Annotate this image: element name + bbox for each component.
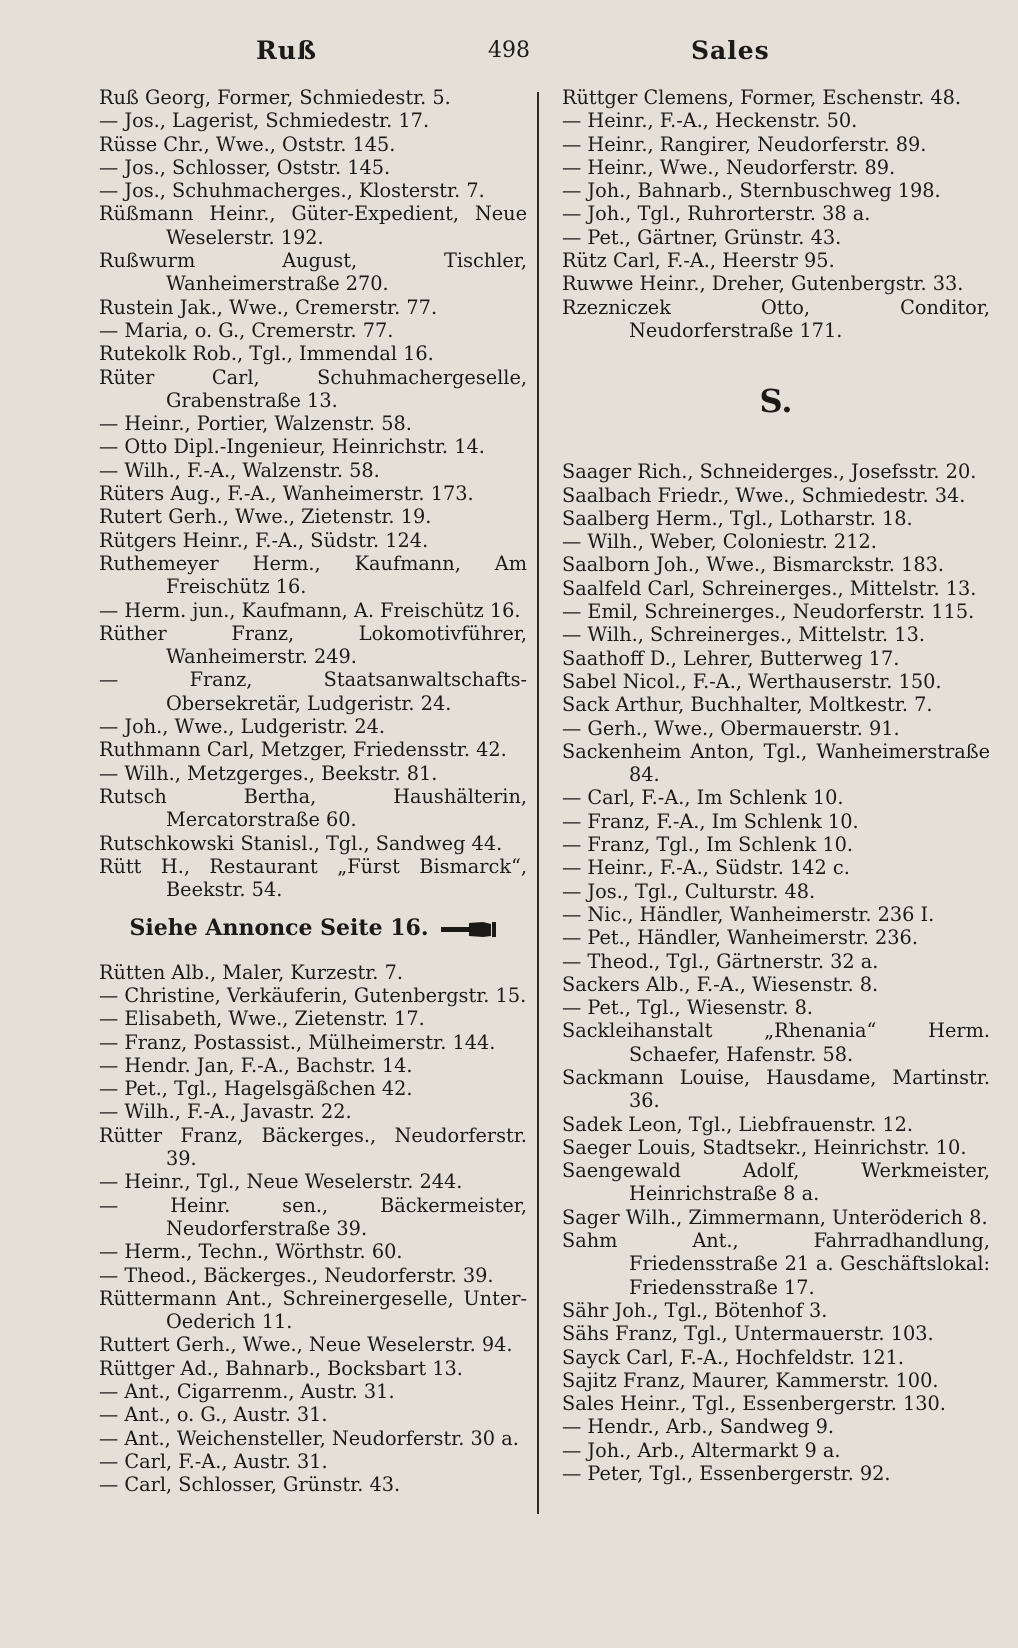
directory-entry: Rutschkowski Stanisl., Tgl., Sandweg 44. (99, 831, 503, 855)
directory-entry: — Otto Dipl.-Ingenieur, Heinrichstr. 14. (99, 435, 485, 459)
directory-entry: — Pet., Gärtner, Grünstr. 43. (562, 225, 842, 249)
directory-entry: Saalfeld Carl, Schreinerges., Mittelstr. 13. (562, 576, 977, 600)
directory-entry: — Heinr., F.-A., Südstr. 142 c. (562, 856, 850, 880)
directory-entry: Saathoff D., Lehrer, Butterweg 17. (562, 646, 900, 670)
directory-entry: — Franz, Staatsanwaltschafts-Obersekretär, Ludgeristr. 24. (99, 668, 527, 715)
directory-entry: Sahm Ant., Fahrradhandlung, Friedensstraße 21 a. Geschäftslokal: Friedensstraße 17. (562, 1229, 990, 1299)
directory-entry: — Wilh., Weber, Coloniestr. 212. (562, 530, 877, 554)
directory-entry: — Heinr. sen., Bäckermeister, Neudorferstraße 39. (99, 1193, 527, 1240)
directory-entry: — Wilh., Metzgerges., Beekstr. 81. (99, 761, 438, 785)
advertisement-notice (99, 917, 527, 940)
directory-entry: — Carl, Schlosser, Grünstr. 43. (99, 1473, 401, 1497)
directory-entry: — Joh., Tgl., Ruhrorterstr. 38 a. (562, 202, 871, 226)
directory-entry: — Jos., Lagerist, Schmiedestr. 17. (99, 109, 430, 133)
directory-entry: Rüttger Clemens, Former, Eschenstr. 48. (562, 86, 962, 109)
directory-entry: — Heinr., Rangirer, Neudorferstr. 89. (562, 132, 927, 156)
directory-entry: — Christine, Verkäuferin, Gutenbergstr. 15. (99, 983, 527, 1007)
directory-entry: Ruwwe Heinr., Dreher, Gutenbergstr. 33. (562, 272, 964, 296)
directory-entry: — Pet., Tgl., Hagelsgäßchen 42. (99, 1077, 413, 1101)
directory-entry: — Nic., Händler, Wanheimerstr. 236 I. (562, 902, 935, 926)
directory-entry: Sajitz Franz, Maurer, Kammerstr. 100. (562, 1368, 939, 1392)
directory-entry: — Ant., Weichensteller, Neudorferstr. 30 a. (99, 1426, 519, 1450)
directory-entry: Sackmann Louise, Hausdame, Martinstr. 36. (562, 1065, 990, 1113)
directory-entry: — Joh., Wwe., Ludgeristr. 24. (99, 715, 386, 739)
page-number: 498 (488, 38, 530, 63)
directory-entry: Rutekolk Rob., Tgl., Immendal 16. (99, 342, 434, 366)
directory-entry: Rutert Gerh., Wwe., Zietenstr. 19. (99, 505, 432, 529)
left-entries-2 (99, 961, 527, 1497)
directory-entry: — Ant., o. G., Austr. 31. (99, 1403, 328, 1427)
directory-entry: Rütten Alb., Maler, Kurzestr. 7. (99, 960, 403, 984)
directory-entry: — Pet., Tgl., Wiesenstr. 8. (562, 996, 813, 1020)
directory-entry: Sales Heinr., Tgl., Essenbergerstr. 130. (562, 1392, 946, 1416)
directory-entry: — Wilh., Schreinerges., Mittelstr. 13. (562, 623, 925, 647)
directory-entry: — Heinr., Portier, Walzenstr. 58. (99, 412, 412, 436)
directory-entry: — Herm., Techn., Wörthstr. 60. (99, 1240, 403, 1264)
page-header (0, 36, 1018, 76)
directory-entry: Saengewald Adolf, Werkmeister, Heinrichstraße 8 a. (562, 1159, 990, 1206)
directory-entry: Sähs Franz, Tgl., Untermauerstr. 103. (562, 1322, 934, 1346)
directory-entry: Sayck Carl, F.-A., Hochfeldstr. 121. (562, 1345, 905, 1369)
directory-entry: Sack Arthur, Buchhalter, Moltkestr. 7. (562, 693, 933, 717)
directory-entry: Sackleihanstalt „Rhenania“ Herm. Schaefer, Hafenstr. 58. (562, 1019, 990, 1066)
directory-entry: — Wilh., F.-A., Javastr. 22. (99, 1100, 352, 1124)
directory-entry: Sager Wilh., Zimmermann, Unteröderich 8. (562, 1205, 988, 1229)
directory-entry: — Franz, Tgl., Im Schlenk 10. (562, 833, 854, 857)
left-entries (99, 86, 527, 901)
directory-entry: Sabel Nicol., F.-A., Werthauserstr. 150. (562, 669, 942, 693)
directory-entry: Saalberg Herm., Tgl., Lotharstr. 18. (562, 506, 913, 530)
column-divider (537, 92, 539, 1514)
directory-entry: Rüters Aug., F.-A., Wanheimerstr. 173. (99, 482, 474, 506)
directory-entry: — Jos., Tgl., Culturstr. 48. (562, 879, 816, 903)
directory-entry: — Gerh., Wwe., Obermauerstr. 91. (562, 716, 900, 740)
directory-entry: — Carl, F.-A., Austr. 31. (99, 1449, 328, 1473)
directory-entry: — Pet., Händler, Wanheimerstr. 236. (562, 926, 918, 950)
left-column (99, 86, 527, 1497)
directory-entry: Rußwurm August, Tischler, Wanheimerstraße 270. (99, 249, 527, 296)
directory-entry: — Wilh., F.-A., Walzenstr. 58. (99, 458, 380, 482)
directory-entry: Rütt H., Restaurant „Fürst Bismarck“, Beekstr. 54. (99, 854, 527, 902)
directory-entry: Rütter Franz, Bäckerges., Neudorferstr. 39. (99, 1123, 527, 1171)
directory-entry: Sähr Joh., Tgl., Bötenhof 3. (562, 1298, 828, 1322)
directory-entry: — Hendr. Jan, F.-A., Bachstr. 14. (99, 1053, 413, 1077)
directory-entry: — Joh., Bahnarb., Sternbuschweg 198. (562, 179, 941, 203)
section-letter: S. (759, 382, 793, 421)
directory-entry: — Joh., Arb., Altermarkt 9 a. (562, 1438, 841, 1462)
directory-entry: Rüsse Chr., Wwe., Oststr. 145. (99, 132, 396, 156)
directory-entry: Rütgers Heinr., F.-A., Südstr. 124. (99, 528, 429, 552)
header-left-catchword: Ruß (256, 36, 317, 65)
header-right-catchword: Sales (691, 36, 770, 65)
directory-entry: — Heinr., Wwe., Neudorferstr. 89. (562, 155, 896, 179)
directory-entry: Sackers Alb., F.-A., Wiesenstr. 8. (562, 972, 879, 996)
directory-entry: Ruthemeyer Herm., Kaufmann, Am Freischütz 16. (99, 551, 527, 599)
directory-entry: Rütz Carl, F.-A., Heerstr 95. (562, 249, 835, 273)
directory-entry: Ruß Georg, Former, Schmiedestr. 5. (99, 86, 451, 109)
directory-entry: Rüter Carl, Schuhmachergeselle, Grabenstraße 13. (99, 365, 527, 412)
directory-entry: — Jos., Schuhmacherges., Klosterstr. 7. (99, 179, 485, 203)
pointing-hand-icon (439, 918, 497, 940)
right-column (562, 86, 990, 1485)
directory-entry: Rüther Franz, Lokomotivführer, Wanheimerstr. 249. (99, 621, 527, 669)
directory-entry: Ruthmann Carl, Metzger, Friedensstr. 42. (99, 738, 507, 762)
directory-entry: Rüttermann Ant., Schreinergeselle, Unter-Oederich 11. (99, 1286, 527, 1334)
directory-entry: Rüttger Ad., Bahnarb., Bocksbart 13. (99, 1356, 463, 1380)
directory-entry: — Emil, Schreinerges., Neudorferstr. 115. (562, 600, 975, 624)
directory-entry: Saeger Louis, Stadtsekr., Heinrichstr. 10. (562, 1135, 967, 1159)
directory-entry: — Heinr., Tgl., Neue Weselerstr. 244. (99, 1170, 463, 1194)
directory-entry: — Peter, Tgl., Essenbergerstr. 92. (562, 1462, 891, 1486)
directory-entry: Rüßmann Heinr., Güter-Expedient, Neue Weselerstr. 192. (99, 202, 527, 249)
directory-entry: — Franz, Postassist., Mülheimerstr. 144. (99, 1030, 496, 1054)
directory-entry: — Carl, F.-A., Im Schlenk 10. (562, 786, 844, 810)
directory-entry: — Theod., Tgl., Gärtnerstr. 32 a. (562, 949, 879, 973)
directory-entry: — Franz, F.-A., Im Schlenk 10. (562, 809, 859, 833)
directory-entry: — Jos., Schlosser, Oststr. 145. (99, 155, 391, 179)
directory-entry: Rutsch Bertha, Haushälterin, Mercatorstraße 60. (99, 784, 527, 832)
directory-entry: Sackenheim Anton, Tgl., Wanheimerstraße 84. (562, 739, 990, 787)
directory-entry: — Elisabeth, Wwe., Zietenstr. 17. (99, 1007, 425, 1031)
directory-entry: Sadek Leon, Tgl., Liebfrauenstr. 12. (562, 1112, 914, 1136)
directory-entry: — Herm. jun., Kaufmann, A. Freischütz 16. (99, 598, 521, 622)
directory-entry: — Ant., Cigarrenm., Austr. 31. (99, 1380, 395, 1404)
directory-entry: — Maria, o. G., Cremerstr. 77. (99, 318, 394, 342)
right-entries-2 (562, 460, 990, 1485)
directory-entry: Saalbach Friedr., Wwe., Schmiedestr. 34. (562, 483, 966, 507)
directory-entry: Rustein Jak., Wwe., Cremerstr. 77. (99, 295, 438, 319)
notice-text: Siehe Annonce Seite 16. (129, 915, 429, 942)
directory-entry: Saager Rich., Schneiderges., Josefsstr. 20. (562, 460, 977, 484)
directory-entry: Saalborn Joh., Wwe., Bismarckstr. 183. (562, 553, 944, 577)
right-entries (562, 86, 990, 342)
directory-entry: Rzezniczek Otto, Conditor, Neudorferstraße 171. (562, 295, 990, 342)
directory-entry: — Hendr., Arb., Sandweg 9. (562, 1415, 834, 1439)
directory-entry: — Theod., Bäckerges., Neudorferstr. 39. (99, 1263, 494, 1287)
directory-entry: — Heinr., F.-A., Heckenstr. 50. (562, 109, 858, 133)
directory-entry: Ruttert Gerh., Wwe., Neue Weselerstr. 94. (99, 1333, 513, 1357)
